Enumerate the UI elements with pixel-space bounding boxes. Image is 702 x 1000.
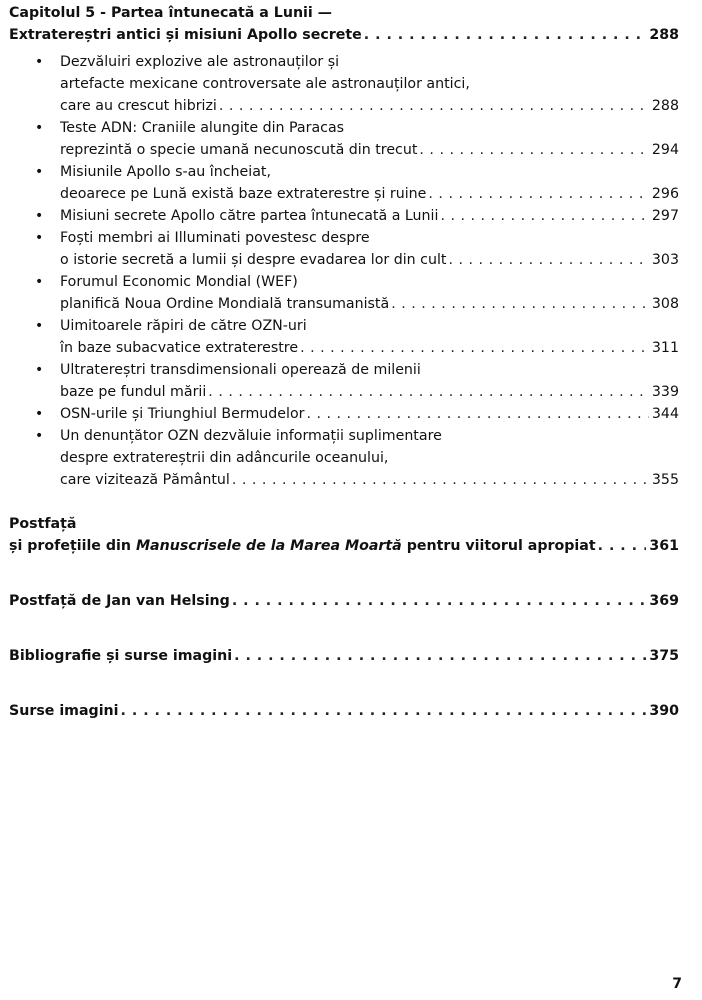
section-title: Bibliografie și surse imagini — [9, 648, 233, 664]
toc-entry-line: Ultratereștri transdimensionali operează de milenii — [60, 362, 421, 378]
chapter-title — [9, 2, 679, 24]
leader-dots — [232, 469, 649, 491]
bullet-icon: • — [35, 406, 44, 422]
postfata-row — [9, 535, 679, 557]
chapter-title-line2: Extratereștri antici și misiuni Apollo secrete — [9, 27, 362, 43]
leader-dots — [234, 645, 646, 667]
toc-entry-page: 311 — [651, 340, 679, 356]
bullet-icon: • — [35, 208, 44, 224]
section-title: Postfață de Jan van Helsing — [9, 593, 230, 609]
toc-entry-page: 308 — [651, 296, 679, 312]
toc-entry-text: o istorie secretă a lumii și despre evadarea lor din cult — [60, 252, 447, 268]
section-page-number: 369 — [649, 593, 679, 609]
toc-entry-row — [60, 139, 679, 161]
toc-entry-row — [60, 381, 679, 403]
toc-entry-page: 296 — [651, 186, 679, 202]
toc-entry-line: Un denunțător OZN dezvăluie informații suplimentare — [60, 428, 442, 444]
section-row — [9, 645, 679, 667]
leader-dots — [428, 183, 649, 205]
leader-dots — [364, 24, 647, 46]
chapter-page-number: 288 — [649, 27, 679, 43]
bullet-icon: • — [35, 164, 44, 180]
bullet-icon: • — [35, 274, 44, 290]
toc-entry-line: Teste ADN: Craniile alungite din Paracas — [60, 120, 345, 136]
section-row — [9, 700, 679, 722]
toc-entry-text: deoarece pe Lună există baze extraterestre și ruine — [60, 186, 427, 202]
toc-entry-text: în baze subacvatice extraterestre — [60, 340, 299, 356]
toc-entry-text: baze pe fundul mării — [60, 384, 207, 400]
toc-entry-page: 297 — [651, 208, 679, 224]
toc-entry-line: Forumul Economic Mondial (WEF) — [60, 274, 298, 290]
toc-entry-text: planifică Noua Ordine Mondială transumanistă — [60, 296, 390, 312]
section-title: Surse imagini — [9, 703, 119, 719]
toc-entry-line: Misiunile Apollo s-au încheiat, — [60, 164, 271, 180]
postfata-text-a: și profețiile din — [9, 538, 136, 554]
leader-dots — [300, 337, 649, 359]
toc-entry-page: 355 — [651, 472, 679, 488]
leader-dots — [232, 590, 647, 612]
chapter-title-line1: Capitolul 5 - Partea întunecată a Lunii — — [9, 5, 332, 21]
leader-dots — [448, 249, 648, 271]
leader-dots — [121, 700, 647, 722]
leader-dots — [419, 139, 649, 161]
leader-dots — [391, 293, 649, 315]
toc-entry-row — [60, 205, 679, 227]
bullet-icon: • — [35, 230, 44, 246]
bullet-icon: • — [35, 120, 44, 136]
section-page-number: 390 — [649, 703, 679, 719]
leader-dots — [440, 205, 648, 227]
toc-entry-text: care au crescut hibrizi — [60, 98, 217, 114]
leader-dots — [219, 95, 649, 117]
toc-entry-line: Dezvăluiri explozive ale astronauților și — [60, 54, 340, 70]
toc-entry-text: OSN-urile și Triunghiul Bermudelor — [60, 406, 305, 422]
toc-entry-line: despre extratereștrii din adâncurile oceanului, — [60, 450, 389, 466]
postfata-text-italic: Manuscrisele de la Marea Moartă — [135, 538, 402, 554]
toc-entry-page: 344 — [651, 406, 679, 422]
section-row — [9, 590, 679, 612]
toc-entry-line: Uimitoarele răpiri de către OZN-uri — [60, 318, 307, 334]
page-number: 7 — [672, 976, 682, 992]
toc-entry-row — [60, 469, 679, 491]
toc-entry-row — [60, 403, 679, 425]
toc-entry-text: reprezintă o specie umană necunoscută din trecut — [60, 142, 418, 158]
bullet-icon: • — [35, 428, 44, 444]
toc-entry-line: Foști membri ai Illuminati povestesc despre — [60, 230, 370, 246]
postfata-page-number: 361 — [649, 538, 679, 554]
toc-entry-page: 339 — [651, 384, 679, 400]
toc-entry-row — [60, 249, 679, 271]
toc-entry-text: Misiuni secrete Apollo către partea întunecată a Lunii — [60, 208, 439, 224]
section-page-number: 375 — [649, 648, 679, 664]
toc-entry-line: artefacte mexicane controversate ale astronauților antici, — [60, 76, 470, 92]
toc-entry-row — [60, 95, 679, 117]
postfata-title: Postfață — [9, 516, 77, 532]
postfata-text-b: pentru viitorul apropiat — [401, 538, 596, 554]
chapter-title-row — [9, 24, 679, 46]
postfata-text — [9, 535, 596, 557]
bullet-icon: • — [35, 362, 44, 378]
toc-entry-row — [60, 293, 679, 315]
leader-dots — [306, 403, 648, 425]
leader-dots — [598, 535, 647, 557]
leader-dots — [208, 381, 649, 403]
bullet-icon: • — [35, 318, 44, 334]
toc-entry-page: 303 — [651, 252, 679, 268]
toc-entry-row — [60, 337, 679, 359]
toc-entry-text: care vizitează Pământul — [60, 472, 230, 488]
toc-entry-page: 294 — [651, 142, 679, 158]
toc-entry-row — [60, 183, 679, 205]
bullet-icon: • — [35, 54, 44, 70]
toc-entry-page: 288 — [651, 98, 679, 114]
